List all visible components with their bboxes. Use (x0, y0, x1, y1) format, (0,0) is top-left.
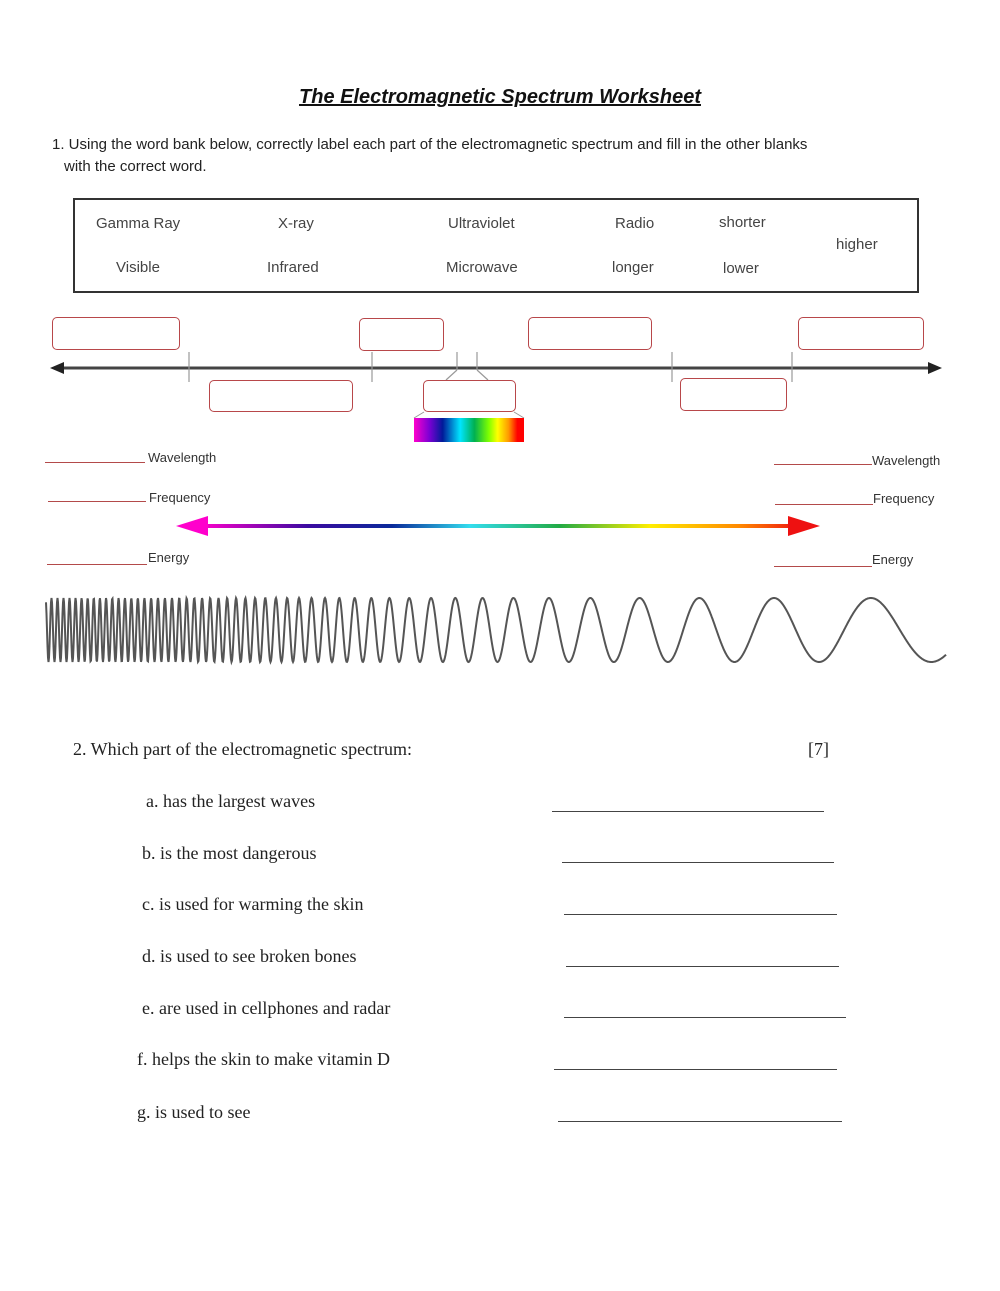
question-2-prompt: 2. Which part of the electromagnetic spectrum: (73, 739, 413, 759)
label-box-infrared-region[interactable] (528, 317, 652, 350)
left-wavelength-blank[interactable] (45, 462, 145, 463)
instructions-line-1: 1. Using the word bank below, correctly label each part of the electromagnetic spectrum and fill in the other blanks (52, 136, 808, 153)
word-radio: Radio (615, 215, 655, 232)
label-input[interactable] (53, 318, 183, 351)
label-input[interactable] (360, 319, 447, 352)
wave-line (46, 598, 946, 662)
label-input[interactable] (799, 318, 927, 351)
left-energy-blank[interactable] (47, 564, 147, 565)
arrow-left-head-icon (176, 516, 208, 536)
label-box-microwave-region[interactable] (680, 378, 787, 411)
right-wavelength-label: Wavelength (872, 453, 941, 468)
question-2d: d. is used to see broken bones (142, 946, 357, 966)
word-ultraviolet: Ultraviolet (448, 215, 515, 232)
question-2-marks: [7] (808, 739, 829, 759)
energy-direction-arrow (170, 510, 830, 542)
question-2g: g. is used to see (137, 1102, 251, 1122)
visible-light-band (414, 418, 524, 442)
label-input[interactable] (529, 318, 655, 351)
question-2b: b. is the most dangerous (142, 843, 317, 863)
word-lower: lower (723, 260, 759, 277)
right-energy-blank[interactable] (774, 566, 872, 567)
word-visible: Visible (116, 259, 160, 276)
answer-line-2c[interactable] (564, 914, 837, 915)
answer-line-2a[interactable] (552, 811, 824, 812)
axis-right-arrowhead-icon (928, 362, 942, 374)
question-2f: f. helps the skin to make vitamin D (137, 1049, 390, 1069)
label-input[interactable] (681, 379, 790, 412)
left-energy-label: Energy (148, 550, 190, 565)
question-2a: a. has the largest waves (146, 791, 316, 811)
right-frequency-blank[interactable] (775, 504, 873, 505)
question-2e: e. are used in cellphones and radar (142, 998, 391, 1018)
word-x-ray: X-ray (278, 215, 314, 232)
answer-line-2g[interactable] (558, 1121, 842, 1122)
label-box-gamma-region[interactable] (52, 317, 180, 350)
label-box-ultraviolet-region[interactable] (359, 318, 444, 351)
answer-line-2d[interactable] (566, 966, 839, 967)
arrow-right-head-icon (788, 516, 820, 536)
word-longer: longer (612, 259, 654, 276)
worksheet-title: The Electromagnetic Spectrum Worksheet (299, 86, 701, 108)
word-higher: higher (836, 236, 878, 253)
label-box-radio-region[interactable] (798, 317, 924, 350)
left-frequency-label: Frequency (149, 490, 211, 505)
wave-illustration (40, 590, 960, 680)
answer-line-2b[interactable] (562, 862, 834, 863)
answer-line-2f[interactable] (554, 1069, 837, 1070)
right-energy-label: Energy (872, 552, 914, 567)
right-frequency-label: Frequency (873, 491, 935, 506)
word-gamma-ray: Gamma Ray (96, 215, 181, 232)
axis-left-arrowhead-icon (50, 362, 64, 374)
instructions-line-2: with the correct word. (64, 158, 207, 175)
word-microwave: Microwave (446, 259, 518, 276)
answer-line-2e[interactable] (564, 1017, 846, 1018)
label-box-visible-region[interactable] (423, 380, 516, 412)
word-shorter: shorter (719, 214, 766, 231)
label-input[interactable] (210, 381, 356, 413)
label-box-xray-region[interactable] (209, 380, 353, 412)
left-wavelength-label: Wavelength (148, 450, 217, 465)
word-bank (73, 198, 919, 293)
question-1-instructions (52, 134, 952, 178)
right-wavelength-blank[interactable] (774, 464, 872, 465)
question-2c: c. is used for warming the skin (142, 894, 364, 914)
left-frequency-blank[interactable] (48, 501, 146, 502)
arrow-shaft (200, 524, 800, 528)
label-input[interactable] (424, 381, 519, 413)
word-infrared: Infrared (267, 259, 319, 276)
